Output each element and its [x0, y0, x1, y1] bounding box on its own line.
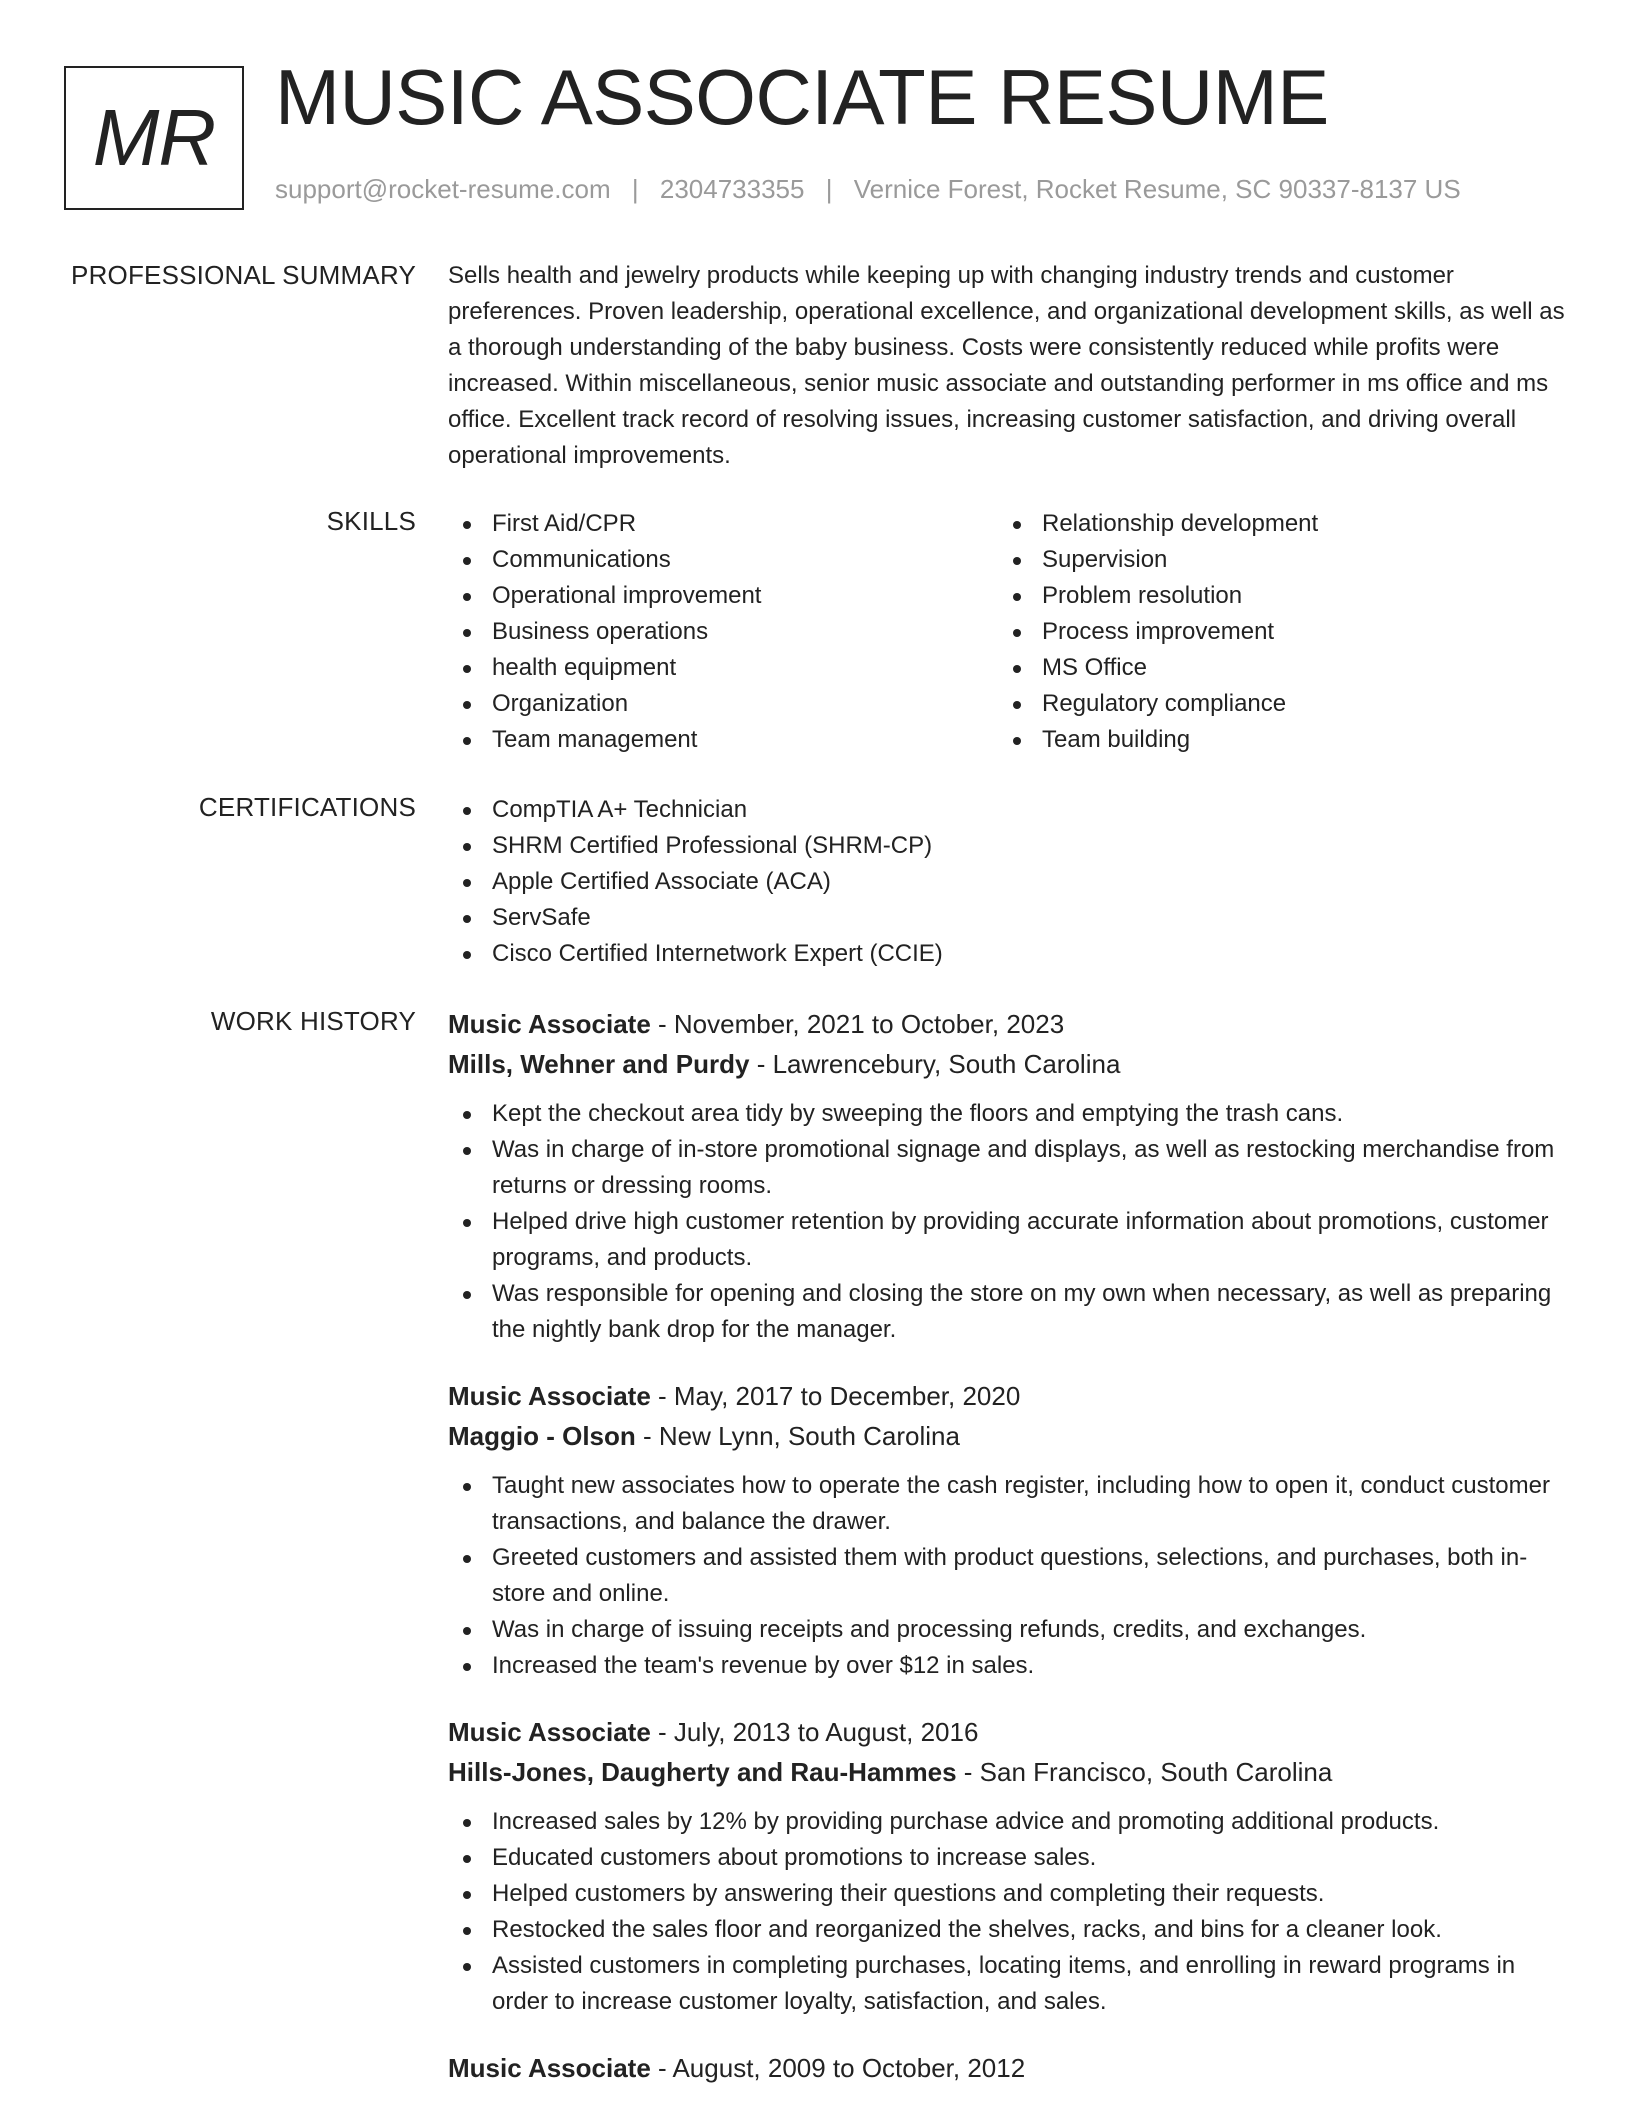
job-company-line	[448, 1752, 1568, 1792]
job-role: Music Associate	[448, 1009, 651, 1039]
certification-item: Cisco Certified Internetwork Expert (CCIE)	[448, 936, 1568, 972]
contact-phone: 2304733355	[659, 174, 805, 204]
job-company-line	[448, 1044, 1568, 1084]
certification-item: Apple Certified Associate (ACA)	[448, 864, 1568, 900]
job-bullet: Increased the team's revenue by over $12 in sales.	[448, 1648, 1568, 1684]
job-entry	[448, 1712, 1568, 2020]
skill-item: Process improvement	[998, 614, 1548, 650]
job-title-line	[448, 1004, 1568, 1044]
job-location: - San Francisco, South Carolina	[956, 1757, 1333, 1787]
work-history-label: WORK HISTORY	[210, 1006, 416, 1036]
job-title-line	[448, 1376, 1568, 1416]
job-bullet: Educated customers about promotions to increase sales.	[448, 1840, 1568, 1876]
skill-item: Communications	[448, 542, 998, 578]
job-role: Music Associate	[448, 1717, 651, 1747]
job-bullet-list	[448, 1468, 1568, 1684]
skill-item: health equipment	[448, 650, 998, 686]
job-bullet-list	[448, 1804, 1568, 2020]
certifications-body	[448, 792, 1568, 972]
skills-label: SKILLS	[326, 506, 416, 536]
job-bullet: Was responsible for opening and closing the store on my own when necessary, as well as preparing the nightly bank drop for the manager.	[448, 1276, 1568, 1348]
contact-separator: |	[825, 174, 833, 204]
job-bullet: Increased sales by 12% by providing purchase advice and promoting additional products.	[448, 1804, 1568, 1840]
skill-item: Regulatory compliance	[998, 686, 1548, 722]
skill-item: Organization	[448, 686, 998, 722]
contact-separator: |	[631, 174, 639, 204]
monogram-box	[64, 66, 244, 210]
job-bullet: Assisted customers in completing purchases, locating items, and enrolling in reward programs in order to increase customer loyalty, satisfaction, and sales.	[448, 1948, 1568, 2020]
skills-list-left	[448, 506, 998, 758]
job-company: Mills, Wehner and Purdy	[448, 1049, 750, 1079]
skill-item: First Aid/CPR	[448, 506, 998, 542]
certifications-list	[448, 792, 1568, 972]
job-entry	[448, 1004, 1568, 1348]
skill-item: Team management	[448, 722, 998, 758]
job-role: Music Associate	[448, 2053, 651, 2083]
contact-address: Vernice Forest, Rocket Resume, SC 90337-8137 US	[853, 174, 1461, 204]
job-entry	[448, 2048, 1568, 2088]
summary-label: PROFESSIONAL SUMMARY	[71, 260, 416, 290]
job-bullet: Helped customers by answering their questions and completing their requests.	[448, 1876, 1568, 1912]
job-location: - New Lynn, South Carolina	[635, 1421, 960, 1451]
job-entry	[448, 1376, 1568, 1684]
job-bullet: Was in charge of in-store promotional signage and displays, as well as restocking merchandise from returns or dressing rooms.	[448, 1132, 1568, 1204]
job-company: Hills-Jones, Daugherty and Rau-Hammes	[448, 1757, 957, 1787]
job-dates: - November, 2021 to October, 2023	[650, 1009, 1065, 1039]
job-company-line	[448, 1416, 1568, 1456]
certification-item: ServSafe	[448, 900, 1568, 936]
job-dates: - August, 2009 to October, 2012	[650, 2053, 1026, 2083]
job-dates: - May, 2017 to December, 2020	[650, 1381, 1021, 1411]
certification-item: SHRM Certified Professional (SHRM-CP)	[448, 828, 1568, 864]
job-title-line	[448, 2048, 1568, 2088]
summary-text: Sells health and jewelry products while keeping up with changing industry trends and customer preferences. Proven leadership, operational excellence, and organizational development skills, as well as a thorough understanding of the baby business. Costs were consistently reduced while profits were increased. Within miscellaneous, senior music associate and outstanding performer in ms office and ms office. Excellent track record of resolving issues, increasing customer satisfaction, and driving overall operational improvements.	[448, 262, 1565, 469]
job-bullet: Taught new associates how to operate the cash register, including how to open it, conduct customer transactions, and balance the drawer.	[448, 1468, 1568, 1540]
job-dates: - July, 2013 to August, 2016	[650, 1717, 979, 1747]
job-bullet: Greeted customers and assisted them with product questions, selections, and purchases, both in-store and online.	[448, 1540, 1568, 1612]
skills-body	[448, 506, 1568, 758]
work-history-body	[448, 1004, 1568, 2112]
job-role: Music Associate	[448, 1381, 651, 1411]
skill-item: Business operations	[448, 614, 998, 650]
job-bullet: Kept the checkout area tidy by sweeping the floors and emptying the trash cans.	[448, 1096, 1568, 1132]
skill-item: Relationship development	[998, 506, 1548, 542]
summary-body	[448, 258, 1568, 474]
certifications-label: CERTIFICATIONS	[198, 792, 416, 822]
monogram-initials: MR	[92, 93, 216, 182]
skill-item: Supervision	[998, 542, 1548, 578]
job-company: Maggio - Olson	[448, 1421, 636, 1451]
contact-line	[275, 174, 1461, 205]
skill-item: Operational improvement	[448, 578, 998, 614]
job-bullet: Restocked the sales floor and reorganized the shelves, racks, and bins for a cleaner look.	[448, 1912, 1568, 1948]
resume-title: MUSIC ASSOCIATE RESUME	[275, 53, 1329, 141]
contact-email: support@rocket-resume.com	[275, 174, 611, 204]
job-bullet-list	[448, 1096, 1568, 1348]
job-title-line	[448, 1712, 1568, 1752]
skill-item: Team building	[998, 722, 1548, 758]
skills-list-right	[998, 506, 1548, 758]
skill-item: MS Office	[998, 650, 1548, 686]
certification-item: CompTIA A+ Technician	[448, 792, 1568, 828]
job-bullet: Helped drive high customer retention by providing accurate information about promotions, customer programs, and products.	[448, 1204, 1568, 1276]
job-location: - Lawrencebury, South Carolina	[749, 1049, 1121, 1079]
skill-item: Problem resolution	[998, 578, 1548, 614]
job-bullet: Was in charge of issuing receipts and processing refunds, credits, and exchanges.	[448, 1612, 1568, 1648]
